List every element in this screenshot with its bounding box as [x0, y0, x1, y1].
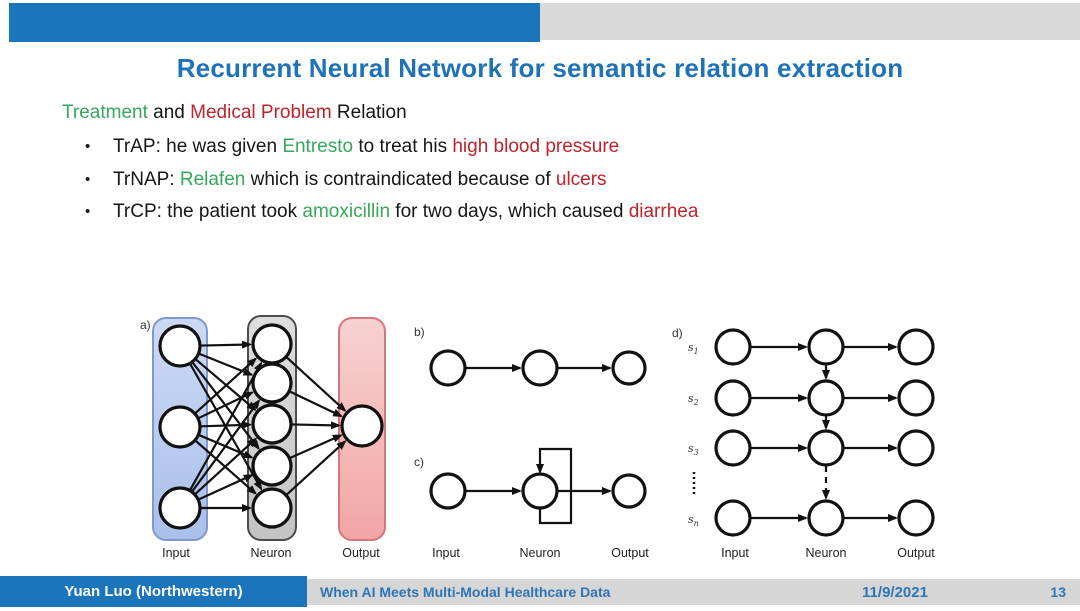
column-caption: Neuron [519, 546, 561, 560]
text-segment: Treatment [62, 102, 148, 123]
text-segment: Relafen [179, 169, 246, 190]
sequence-label: $s_2$ [688, 392, 699, 407]
text-segment: Medical Problem [190, 102, 332, 123]
neuron-node [253, 405, 291, 443]
neuron-node [809, 381, 843, 415]
neuron-node [160, 488, 200, 528]
panel-label: b) [414, 325, 425, 339]
neuron-node [899, 330, 933, 364]
sequence-label: $s_1$ [688, 341, 699, 356]
column-caption: Output [897, 546, 935, 560]
text-segment: for two days, which caused [390, 201, 629, 222]
neuron-node [809, 330, 843, 364]
connection-arrow [292, 424, 339, 425]
sequence-label: $s_n$ [688, 513, 699, 528]
neuron-node [253, 489, 291, 527]
column-caption: Input [432, 546, 460, 560]
page-title: Recurrent Neural Network for semantic relation extraction [176, 53, 904, 83]
text-segment: TrNAP: [113, 169, 180, 190]
panel-label: c) [414, 455, 424, 469]
sequence-label: $s_3$ [688, 442, 699, 457]
footer-presenter-block [0, 576, 307, 607]
neuron-node [613, 352, 645, 384]
neuron-node [253, 325, 291, 363]
bullet-dot: • [85, 171, 91, 188]
text-segment: diarrhea [628, 201, 699, 222]
text-segment: TrCP: the patient took [113, 201, 303, 222]
neuron-node [613, 475, 645, 507]
text-segment: ulcers [555, 169, 607, 190]
neuron-node [809, 501, 843, 535]
neuron-node [431, 351, 465, 385]
neuron-node [716, 381, 750, 415]
column-caption: Neuron [250, 546, 292, 560]
connection-arrow [201, 344, 250, 345]
neuron-node [716, 330, 750, 364]
text-segment: which is contraindicated because of [245, 169, 556, 190]
footer-presenter: Yuan Luo (Northwestern) [64, 583, 243, 600]
neuron-node [899, 431, 933, 465]
neuron-node [899, 381, 933, 415]
neuron-node [716, 501, 750, 535]
neuron-node [160, 326, 200, 366]
connection-arrow [290, 392, 341, 416]
text-segment: and [147, 102, 191, 123]
text-segment: TrAP: he was given [113, 136, 283, 157]
bullet-dot: • [85, 203, 91, 220]
text-segment: to treat his [353, 136, 453, 157]
column-caption: Neuron [805, 546, 847, 560]
neuron-node [253, 447, 291, 485]
neuron-node [809, 431, 843, 465]
neuron-node [523, 474, 557, 508]
column-caption: Input [721, 546, 749, 560]
column-caption: Output [342, 546, 380, 560]
neuron-node [716, 431, 750, 465]
column-caption: Output [611, 546, 649, 560]
text-segment: Entresto [282, 136, 354, 157]
neuron-node [899, 501, 933, 535]
connection-arrow [290, 435, 341, 458]
footer-talk-title: When AI Meets Multi-Modal Healthcare Data [320, 584, 611, 600]
neuron-node [342, 406, 382, 446]
footer-page-number: 13 [1050, 584, 1066, 600]
footer-date: 11/9/2021 [862, 583, 928, 601]
column-caption: Input [162, 546, 190, 560]
neuron-node [523, 351, 557, 385]
neuron-node [253, 364, 291, 402]
text-segment: amoxicillin [302, 201, 391, 222]
neuron-node [160, 407, 200, 447]
text-segment: high blood pressure [452, 136, 620, 157]
panel-label: a) [140, 318, 151, 332]
panel-label: d) [672, 326, 683, 340]
text-segment: Relation [331, 102, 407, 123]
neuron-node [431, 474, 465, 508]
bullet-dot: • [85, 138, 91, 155]
